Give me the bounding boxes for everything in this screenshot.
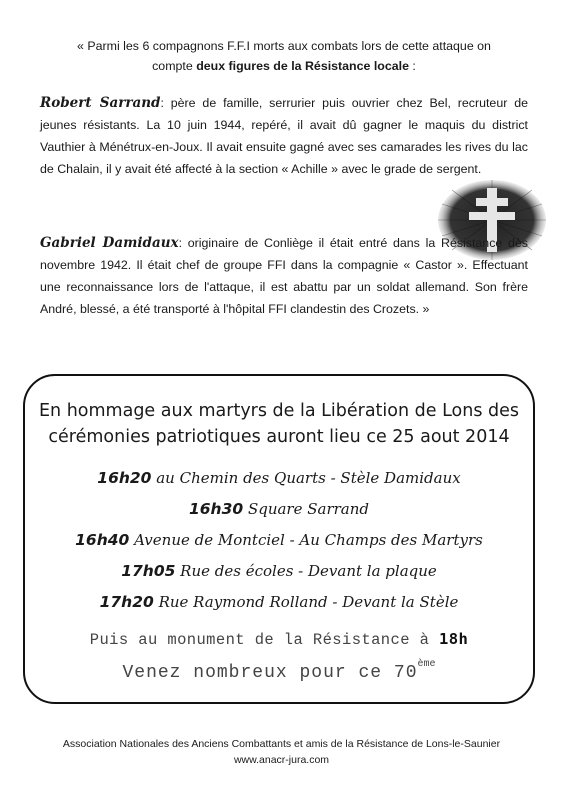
invitation-ordinal: ème xyxy=(417,659,436,670)
intro-paragraph xyxy=(40,36,528,76)
footer-organization: Association Nationales des Anciens Combattants et amis de la Résistance de Lons-le-Saunier xyxy=(62,738,501,750)
biography-gabriel-damidaux xyxy=(40,232,528,320)
schedule-place: Avenue de Montciel - Au Champs des Martyrs xyxy=(129,531,483,549)
schedule-item xyxy=(25,525,533,556)
monument-notice-time: 18h xyxy=(439,630,469,648)
invitation-line xyxy=(25,659,533,683)
schedule-item xyxy=(25,587,533,618)
monument-notice-text: Puis au monument de la Résistance à xyxy=(89,631,440,649)
schedule-item xyxy=(25,463,533,494)
intro-highlight: deux figures de la Résistance locale xyxy=(196,59,409,73)
bio-name-gabriel-damidaux: Gabriel Damidaux xyxy=(40,235,179,251)
schedule-place: Rue des écoles - Devant la plaque xyxy=(175,562,437,580)
schedule-item xyxy=(25,556,533,587)
schedule-place: Square Sarrand xyxy=(243,500,370,518)
bio-name-robert-sarrand: Robert Sarrand xyxy=(40,95,161,111)
schedule-time: 16h30 xyxy=(188,500,244,518)
ceremony-announcement-box xyxy=(23,374,535,704)
schedule-time: 17h20 xyxy=(99,593,154,611)
schedule-place: Rue Raymond Rolland - Devant la Stèle xyxy=(153,593,459,611)
invitation-text: Venez nombreux pour ce 70 xyxy=(122,663,418,683)
intro-line-1: « Parmi les 6 compagnons F.F.I morts aux combats lors de cette attaque on xyxy=(77,39,491,53)
schedule-time: 16h40 xyxy=(75,531,130,549)
schedule-place: au Chemin des Quarts - Stèle Damidaux xyxy=(151,469,461,487)
intro-line-2-start: compte xyxy=(152,59,197,73)
footer-website-link[interactable]: www.anacr-jura.com xyxy=(233,754,330,766)
ceremony-title-line-2: cérémonies patriotiques auront lieu ce 25 aout 2014 xyxy=(48,427,510,447)
intro-line-2-end: : xyxy=(408,59,416,73)
bio-text-gabriel-damidaux: : originaire de Conliège il était entré dans la Résistance dès novembre 1942. Il était chef de groupe FFI dans la compagnie « Castor ». Effectuant une reconnaissance lors de l'attaque, il est abattu par un soldat allemand. Son frère André, blessé, a été transporté à l'hôpital FFI clandestin des Crozets. » xyxy=(40,236,528,316)
ceremony-title-line-1: En hommage aux martyrs de la Libération de Lons des xyxy=(39,401,519,421)
bio-text-robert-sarrand: : père de famille, serrurier puis ouvrier chez Bel, recruteur de jeunes résistants. La 10 juin 1944, repéré, il avait dû gagner le maquis du district Vauthier à Ménétrux-en-Joux. Il avait ensuite gagné avec ses camarades les rives du lac de Chalain, il y avait été affecté à la section « Achille » avec le grade de sergent. xyxy=(40,96,528,176)
schedule-item xyxy=(25,494,533,525)
schedule-time: 17h05 xyxy=(121,562,176,580)
ceremony-schedule xyxy=(25,463,533,618)
ceremony-title xyxy=(25,398,533,450)
intro-line-2 xyxy=(40,56,528,76)
biography-robert-sarrand xyxy=(40,92,528,180)
footer xyxy=(0,736,563,768)
schedule-time: 16h20 xyxy=(97,469,152,487)
monument-notice xyxy=(25,630,533,649)
